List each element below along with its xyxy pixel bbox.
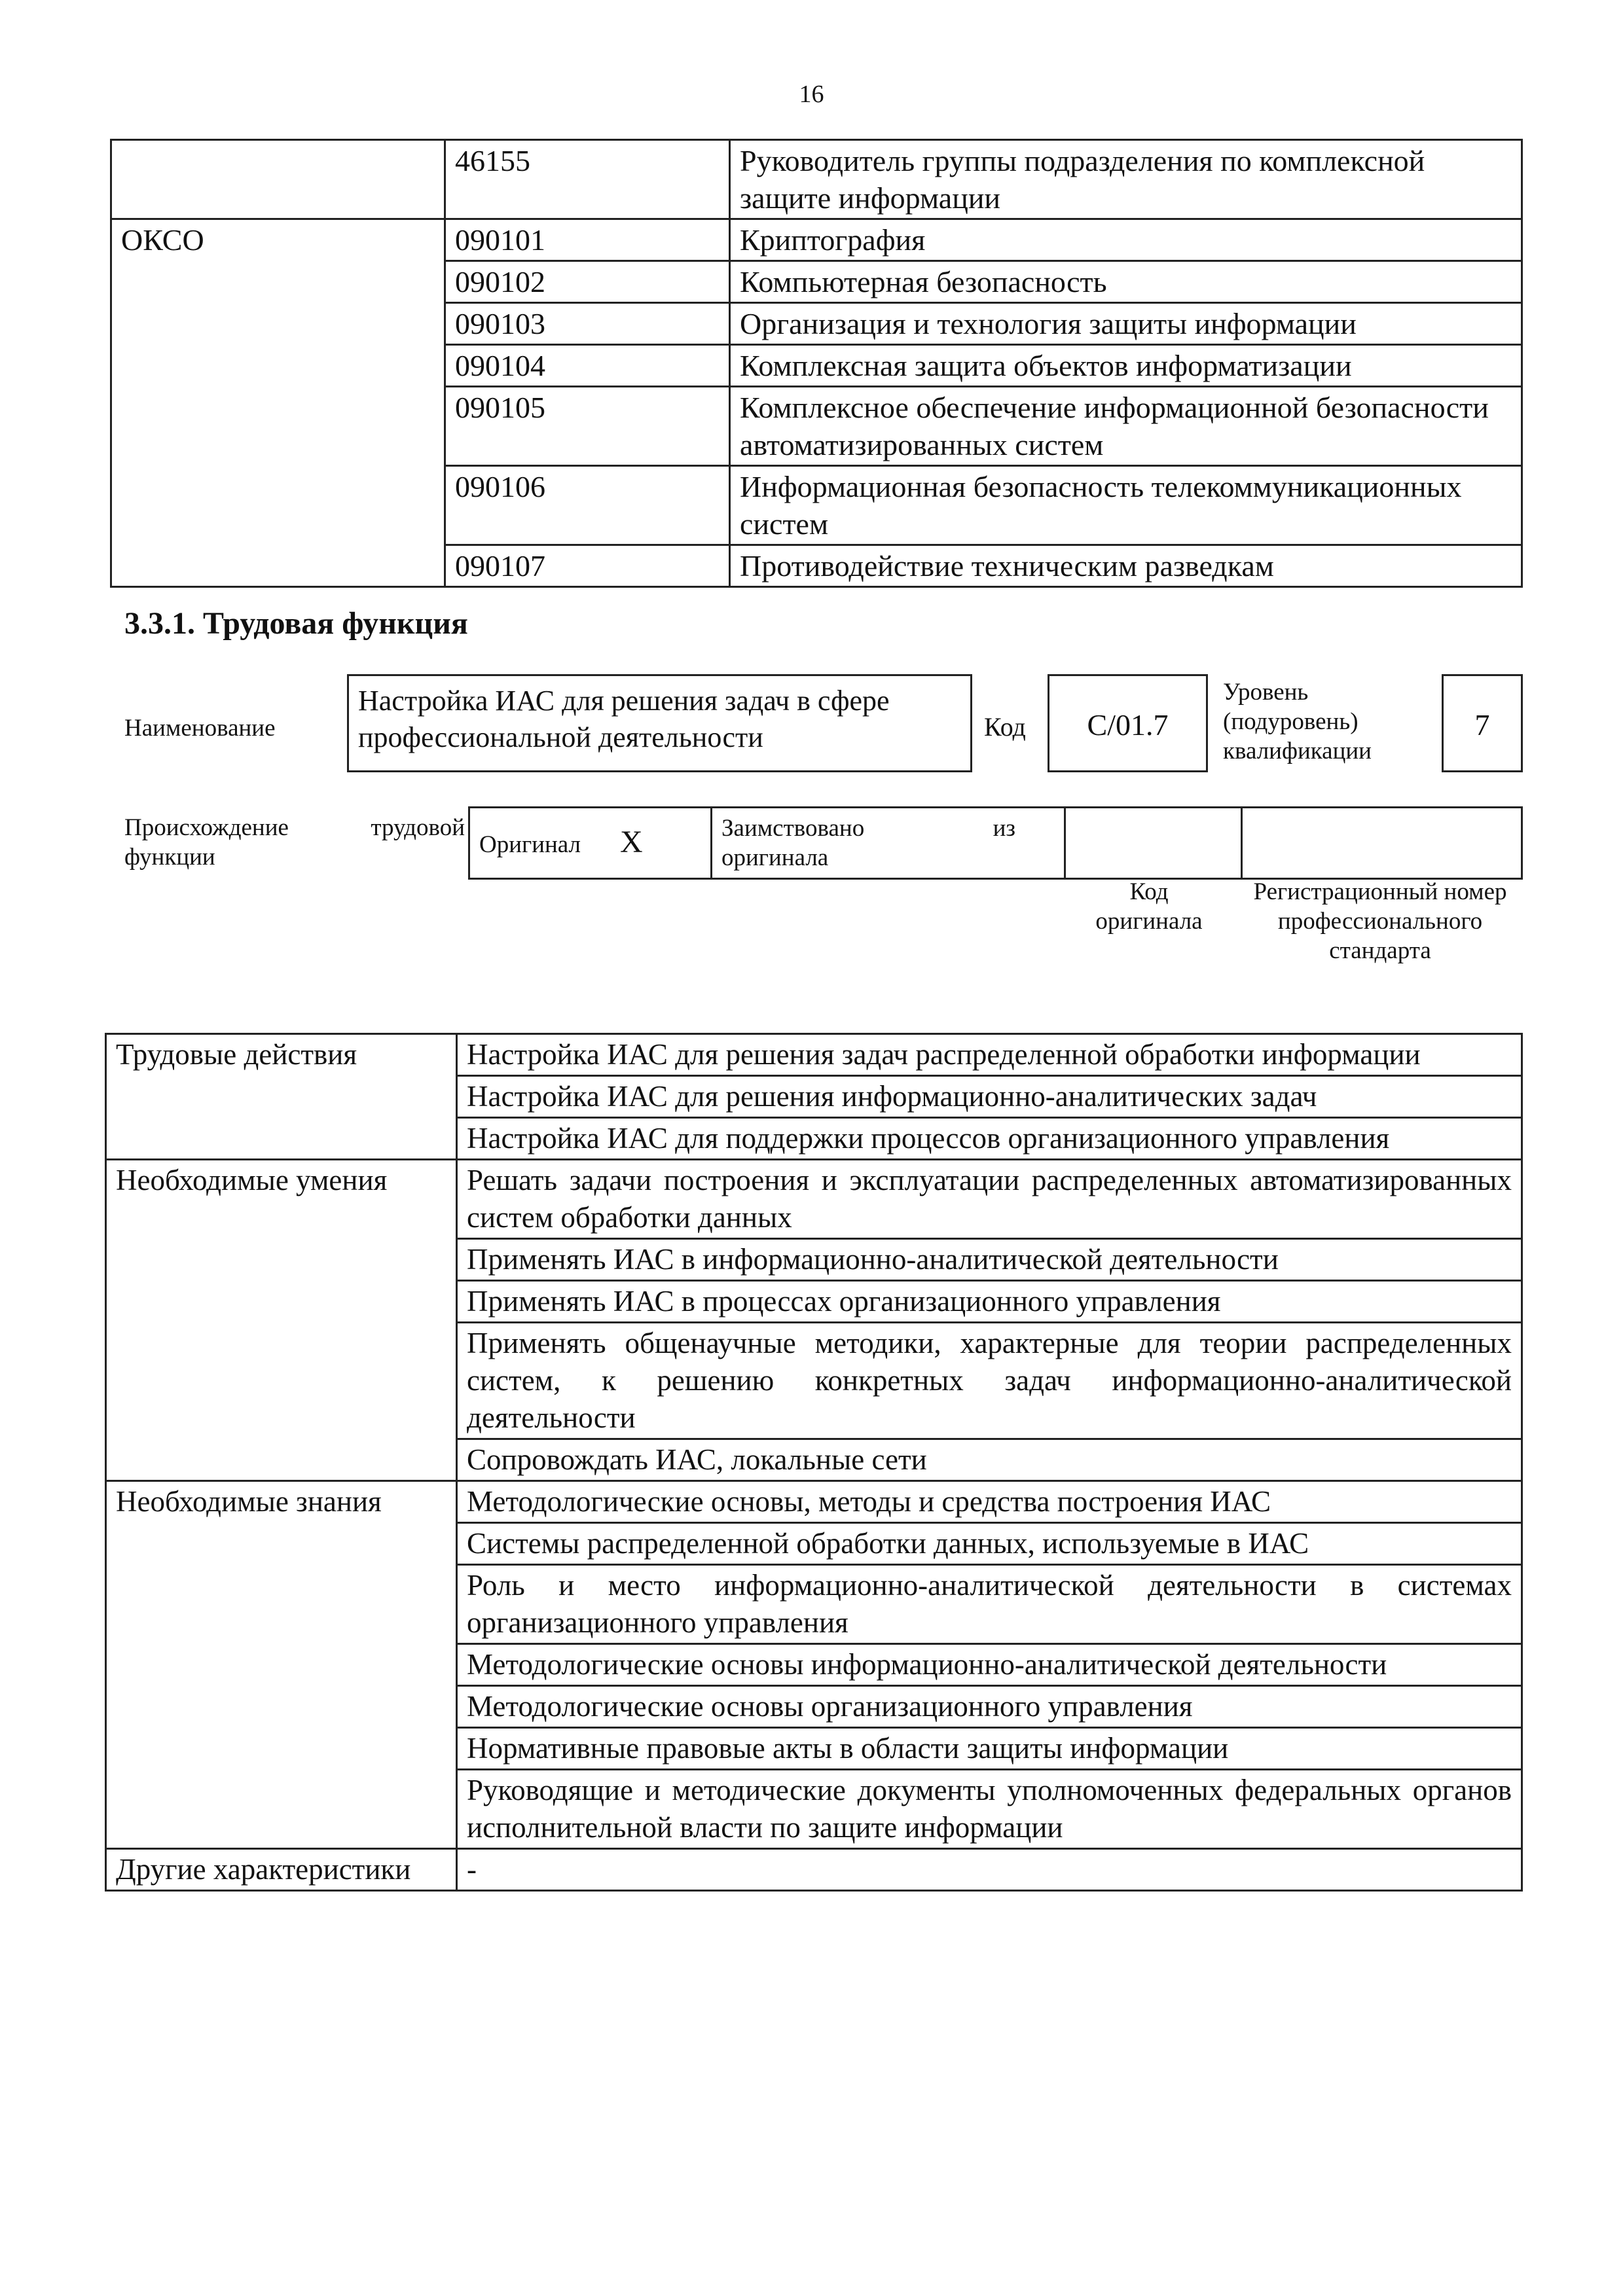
borrowed-label-word: из (993, 815, 1015, 842)
item-cell: Методологические основы организационного управления (457, 1686, 1522, 1728)
origin-label-line: функции (124, 844, 215, 870)
level-label: Уровень (подуровень) квалификации (1223, 679, 1372, 764)
table-row (111, 140, 1522, 219)
table-row (111, 219, 1522, 261)
qualification-level-box: 7 (1442, 674, 1523, 772)
item-cell: Методологические основы информационно-аналитической деятельности (457, 1644, 1522, 1686)
item-cell: Нормативные правовые акты в области защиты информации (457, 1728, 1522, 1770)
group-label-cell: Другие характеристики (106, 1849, 457, 1891)
okso-name-cell: Компьютерная безопасность (730, 261, 1522, 303)
function-code-box: С/01.7 (1048, 674, 1208, 772)
name-label: Наименование (124, 715, 276, 742)
okso-name-cell: Руководитель группы подразделения по комплексной защите информации (730, 140, 1522, 219)
item-cell: - (457, 1849, 1522, 1891)
okso-code-cell: 46155 (445, 140, 730, 219)
function-table (105, 1033, 1523, 1892)
item-cell: Сопровождать ИАС, локальные сети (457, 1439, 1522, 1481)
item-cell: Руководящие и методические документы уполномоченных федеральных органов исполнительной власти по защите информации (457, 1770, 1522, 1849)
item-cell: Настройка ИАС для решения задач распределенной обработки информации (457, 1034, 1522, 1076)
code-original-cell (1065, 808, 1242, 879)
okso-table (110, 139, 1523, 588)
item-cell: Системы распределенной обработки данных, используемые в ИАС (457, 1523, 1522, 1565)
group-label-cell: Необходимые знания (106, 1481, 457, 1849)
original-mark: Х (620, 824, 643, 859)
table-row (106, 1849, 1522, 1891)
item-cell: Роль и место информационно-аналитической деятельности в системах организационного управления (457, 1565, 1522, 1644)
original-cell (469, 808, 712, 879)
okso-name-cell: Комплексное обеспечение информационной безопасности автоматизированных систем (730, 387, 1522, 466)
table-row (106, 1034, 1522, 1076)
function-name-box: Настройка ИАС для решения задач в сфере профессиональной деятельности (347, 674, 972, 772)
okso-category-cell (111, 140, 445, 219)
okso-code-cell: 090102 (445, 261, 730, 303)
okso-name-cell: Организация и технология защиты информации (730, 303, 1522, 345)
okso-code-cell: 090101 (445, 219, 730, 261)
origin-table (468, 806, 1523, 880)
borrowed-cell (712, 808, 1065, 879)
item-cell: Методологические основы, методы и средства построения ИАС (457, 1481, 1522, 1523)
item-cell: Настройка ИАС для решения информационно-аналитических задач (457, 1076, 1522, 1118)
item-cell: Применять общенаучные методики, характерные для теории распределенных систем, к решению конкретных задач информационно-аналитической деятельности (457, 1323, 1522, 1439)
code-original-label: Код оригинала (1095, 878, 1203, 935)
okso-name-cell: Комплексная защита объектов информатизации (730, 345, 1522, 387)
item-cell: Применять ИАС в информационно-аналитической деятельности (457, 1239, 1522, 1281)
reg-number-label: Регистрационный номер профессионального стандарта (1253, 878, 1507, 964)
table-row (106, 1160, 1522, 1239)
okso-code-cell: 090107 (445, 545, 730, 587)
table-row (106, 1481, 1522, 1523)
origin-label-word: трудовой (371, 814, 465, 841)
original-label: Оригинал (479, 831, 581, 858)
origin-label (124, 813, 465, 872)
item-cell: Применять ИАС в процессах организационного управления (457, 1281, 1522, 1323)
table-row (469, 808, 1522, 879)
borrowed-label-line: оригинала (721, 844, 829, 871)
group-label-cell: Трудовые действия (106, 1034, 457, 1160)
reg-number-cell (1242, 808, 1522, 879)
group-label-cell: Необходимые умения (106, 1160, 457, 1481)
okso-code-cell: 090103 (445, 303, 730, 345)
page-number: 16 (799, 81, 824, 108)
code-label: Код (984, 712, 1026, 742)
okso-code-cell: 090104 (445, 345, 730, 387)
okso-code-cell: 090105 (445, 387, 730, 466)
okso-name-cell: Криптография (730, 219, 1522, 261)
okso-name-cell: Противодействие техническим разведкам (730, 545, 1522, 587)
okso-name-cell: Информационная безопасность телекоммуникационных систем (730, 466, 1522, 545)
origin-label-word: Происхождение (124, 814, 289, 841)
item-cell: Решать задачи построения и эксплуатации распределенных автоматизированных систем обработки данных (457, 1160, 1522, 1239)
section-title: 3.3.1. Трудовая функция (124, 606, 468, 641)
item-cell: Настройка ИАС для поддержки процессов организационного управления (457, 1118, 1522, 1160)
borrowed-label-word: Заимствовано (721, 815, 865, 842)
okso-code-cell: 090106 (445, 466, 730, 545)
okso-category-cell: ОКСО (111, 219, 445, 587)
